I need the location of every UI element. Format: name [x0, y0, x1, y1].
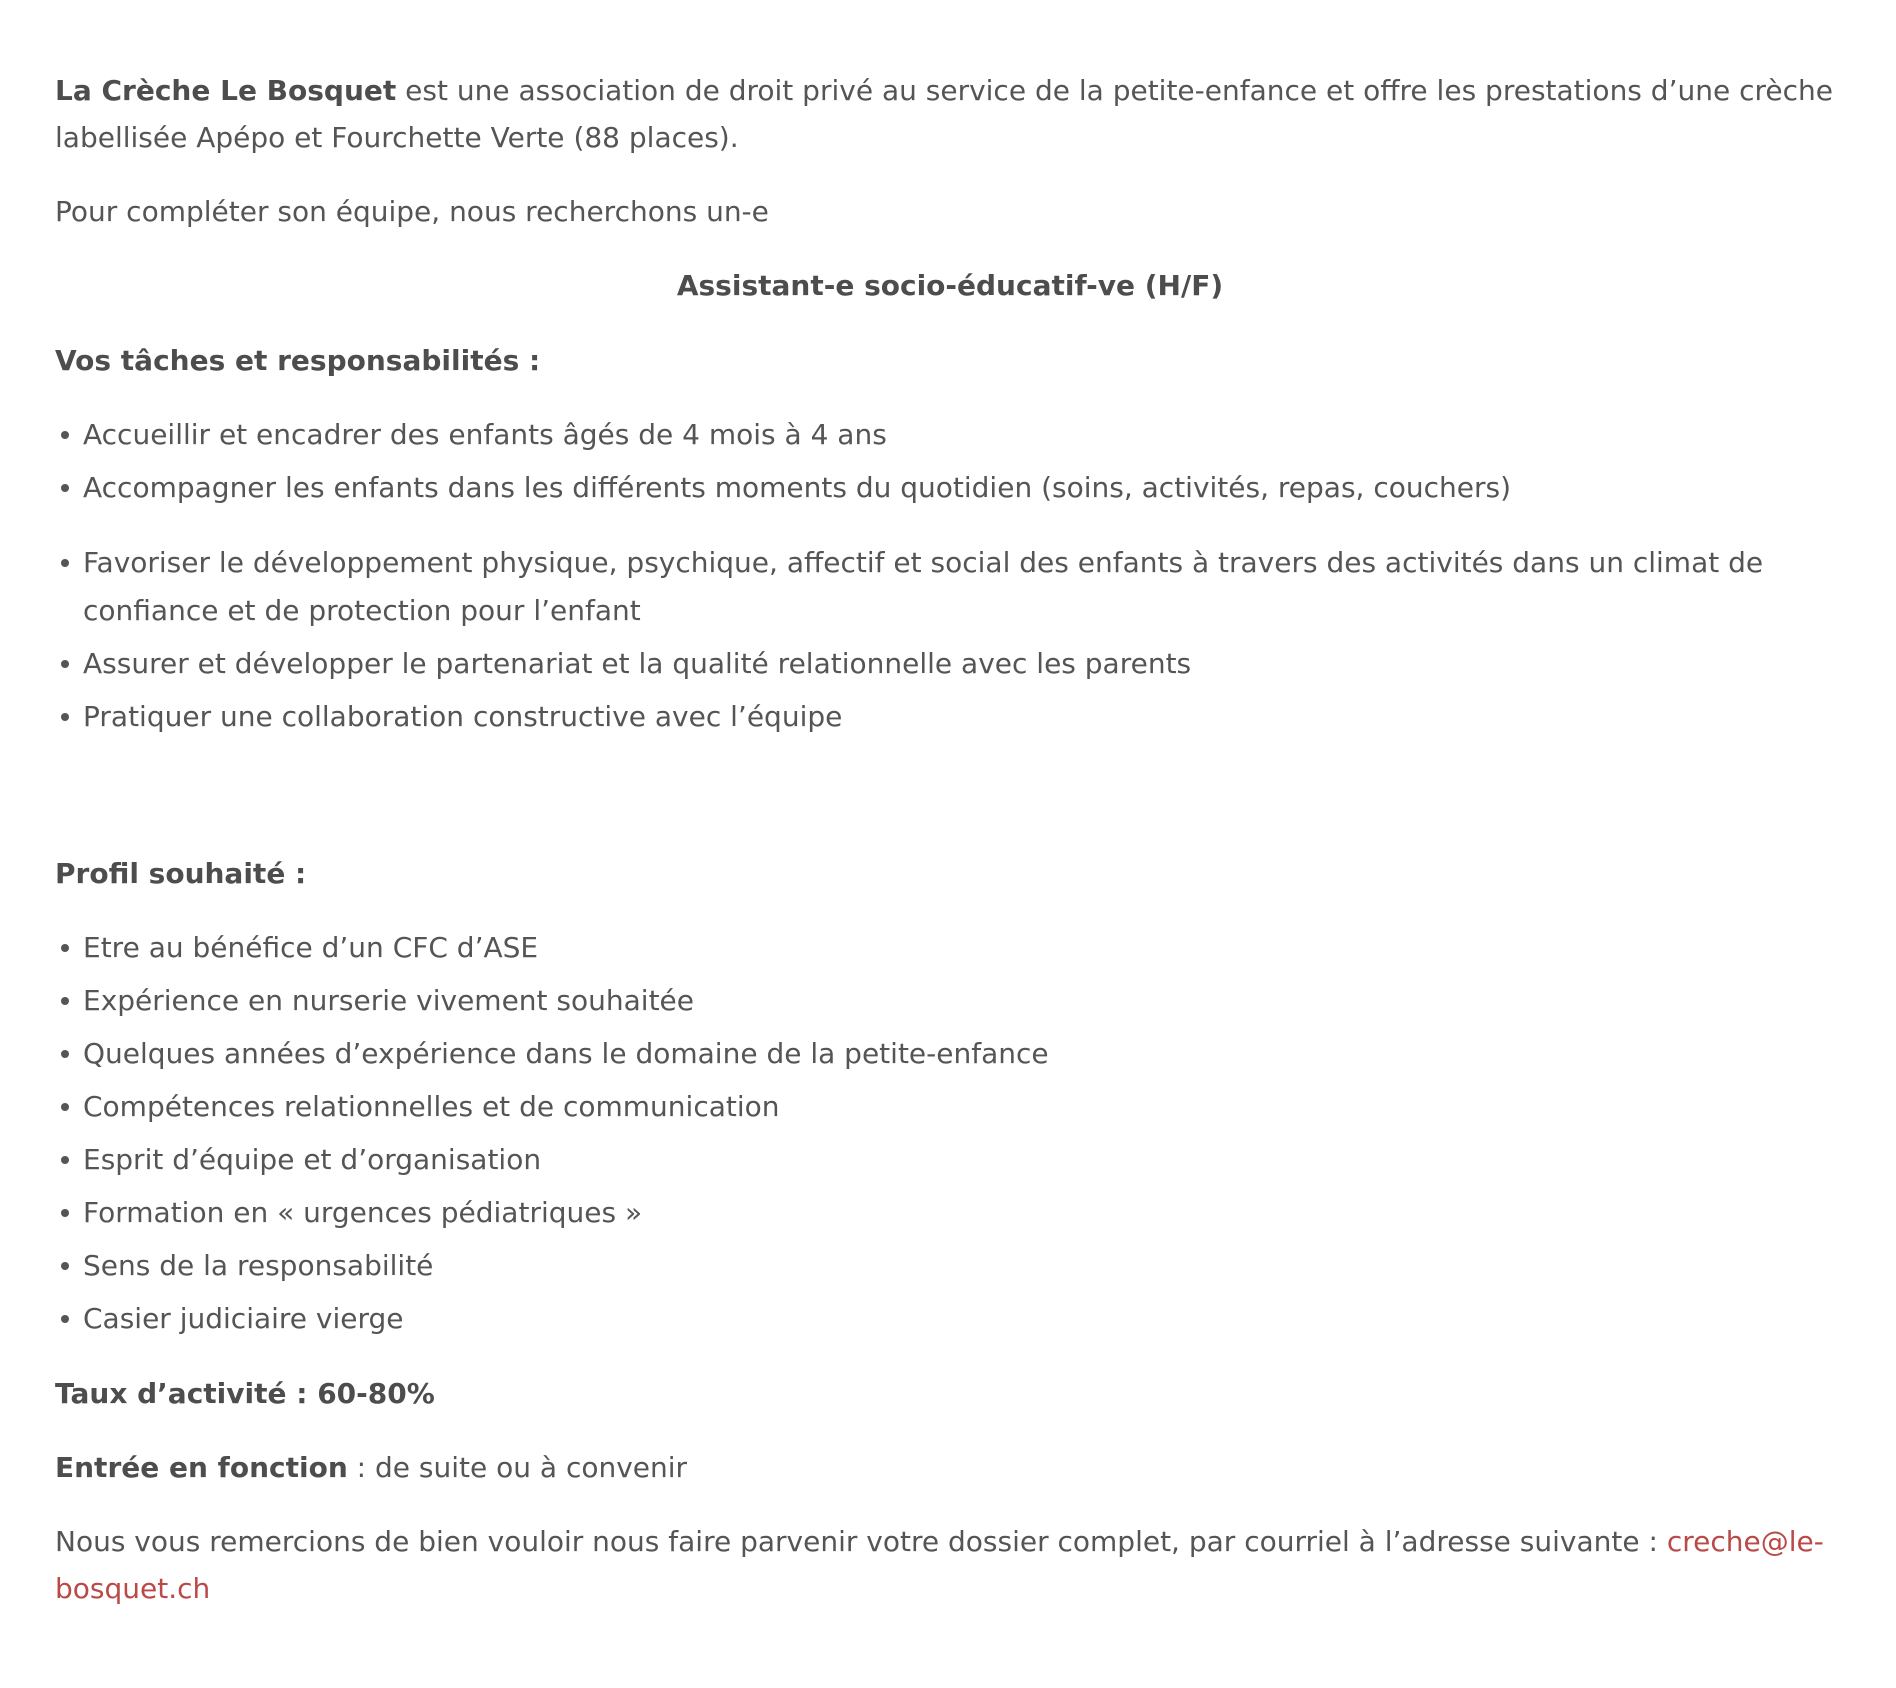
list-item: Casier judiciaire vierge	[83, 1295, 1845, 1343]
job-posting	[55, 67, 1845, 1639]
email-link[interactable]: creche@le-bosquet.ch	[55, 1525, 1824, 1605]
list-item: Formation en « urgences pédiatriques »	[83, 1189, 1845, 1237]
intro-text: est une association de droit privé au service de la petite-enfance et offre les prestations d’une crèche labellisée Apépo et Fourchette Verte (88 places).	[55, 74, 1833, 154]
list-item: Sens de la responsabilité	[83, 1242, 1845, 1290]
job-title: Assistant-e socio-éducatif-ve (H/F)	[676, 269, 1224, 302]
list-item: Accueillir et encadrer des enfants âgés de 4 mois à 4 ans	[83, 411, 1845, 459]
list-item: Pratiquer une collaboration constructive avec l’équipe	[83, 693, 1845, 741]
contact-text: Nous vous remercions de bien vouloir nous faire parvenir votre dossier complet, par courriel à l’adresse suivante :	[55, 1525, 1667, 1558]
activity-rate: Taux d’activité : 60-80%	[55, 1377, 435, 1410]
start-label: Entrée en fonction	[55, 1451, 348, 1484]
list-item: Expérience en nurserie vivement souhaitée	[83, 977, 1845, 1025]
intro-paragraph	[55, 67, 1845, 161]
profile-list	[55, 924, 1845, 1343]
contact-paragraph	[55, 1518, 1845, 1612]
list-item: Quelques années d’expérience dans le domaine de la petite-enfance	[83, 1030, 1845, 1078]
list-item: Accompagner les enfants dans les différents moments du quotidien (soins, activités, repas, couchers)	[83, 464, 1845, 512]
tasks-heading: Vos tâches et responsabilités :	[55, 344, 541, 377]
tasks-list-1	[55, 411, 1845, 512]
list-item: Compétences relationnelles et de communication	[83, 1083, 1845, 1131]
profile-heading: Profil souhaité :	[55, 857, 307, 890]
list-item: Esprit d’équipe et d’organisation	[83, 1136, 1845, 1184]
list-item: Etre au bénéfice d’un CFC d’ASE	[83, 924, 1845, 972]
section-spacer	[55, 768, 1845, 850]
list-item: Favoriser le développement physique, psychique, affectif et social des enfants à travers des activités dans un climat de confiance et de protection pour l’enfant	[83, 539, 1845, 635]
tasks-list-2	[55, 539, 1845, 741]
list-item: Assurer et développer le partenariat et la qualité relationnelle avec les parents	[83, 640, 1845, 688]
start-value: : de suite ou à convenir	[347, 1451, 688, 1484]
org-name: La Crèche Le Bosquet	[55, 74, 397, 107]
search-line: Pour compléter son équipe, nous recherchons un-e	[55, 195, 769, 228]
start-date	[55, 1444, 1845, 1491]
